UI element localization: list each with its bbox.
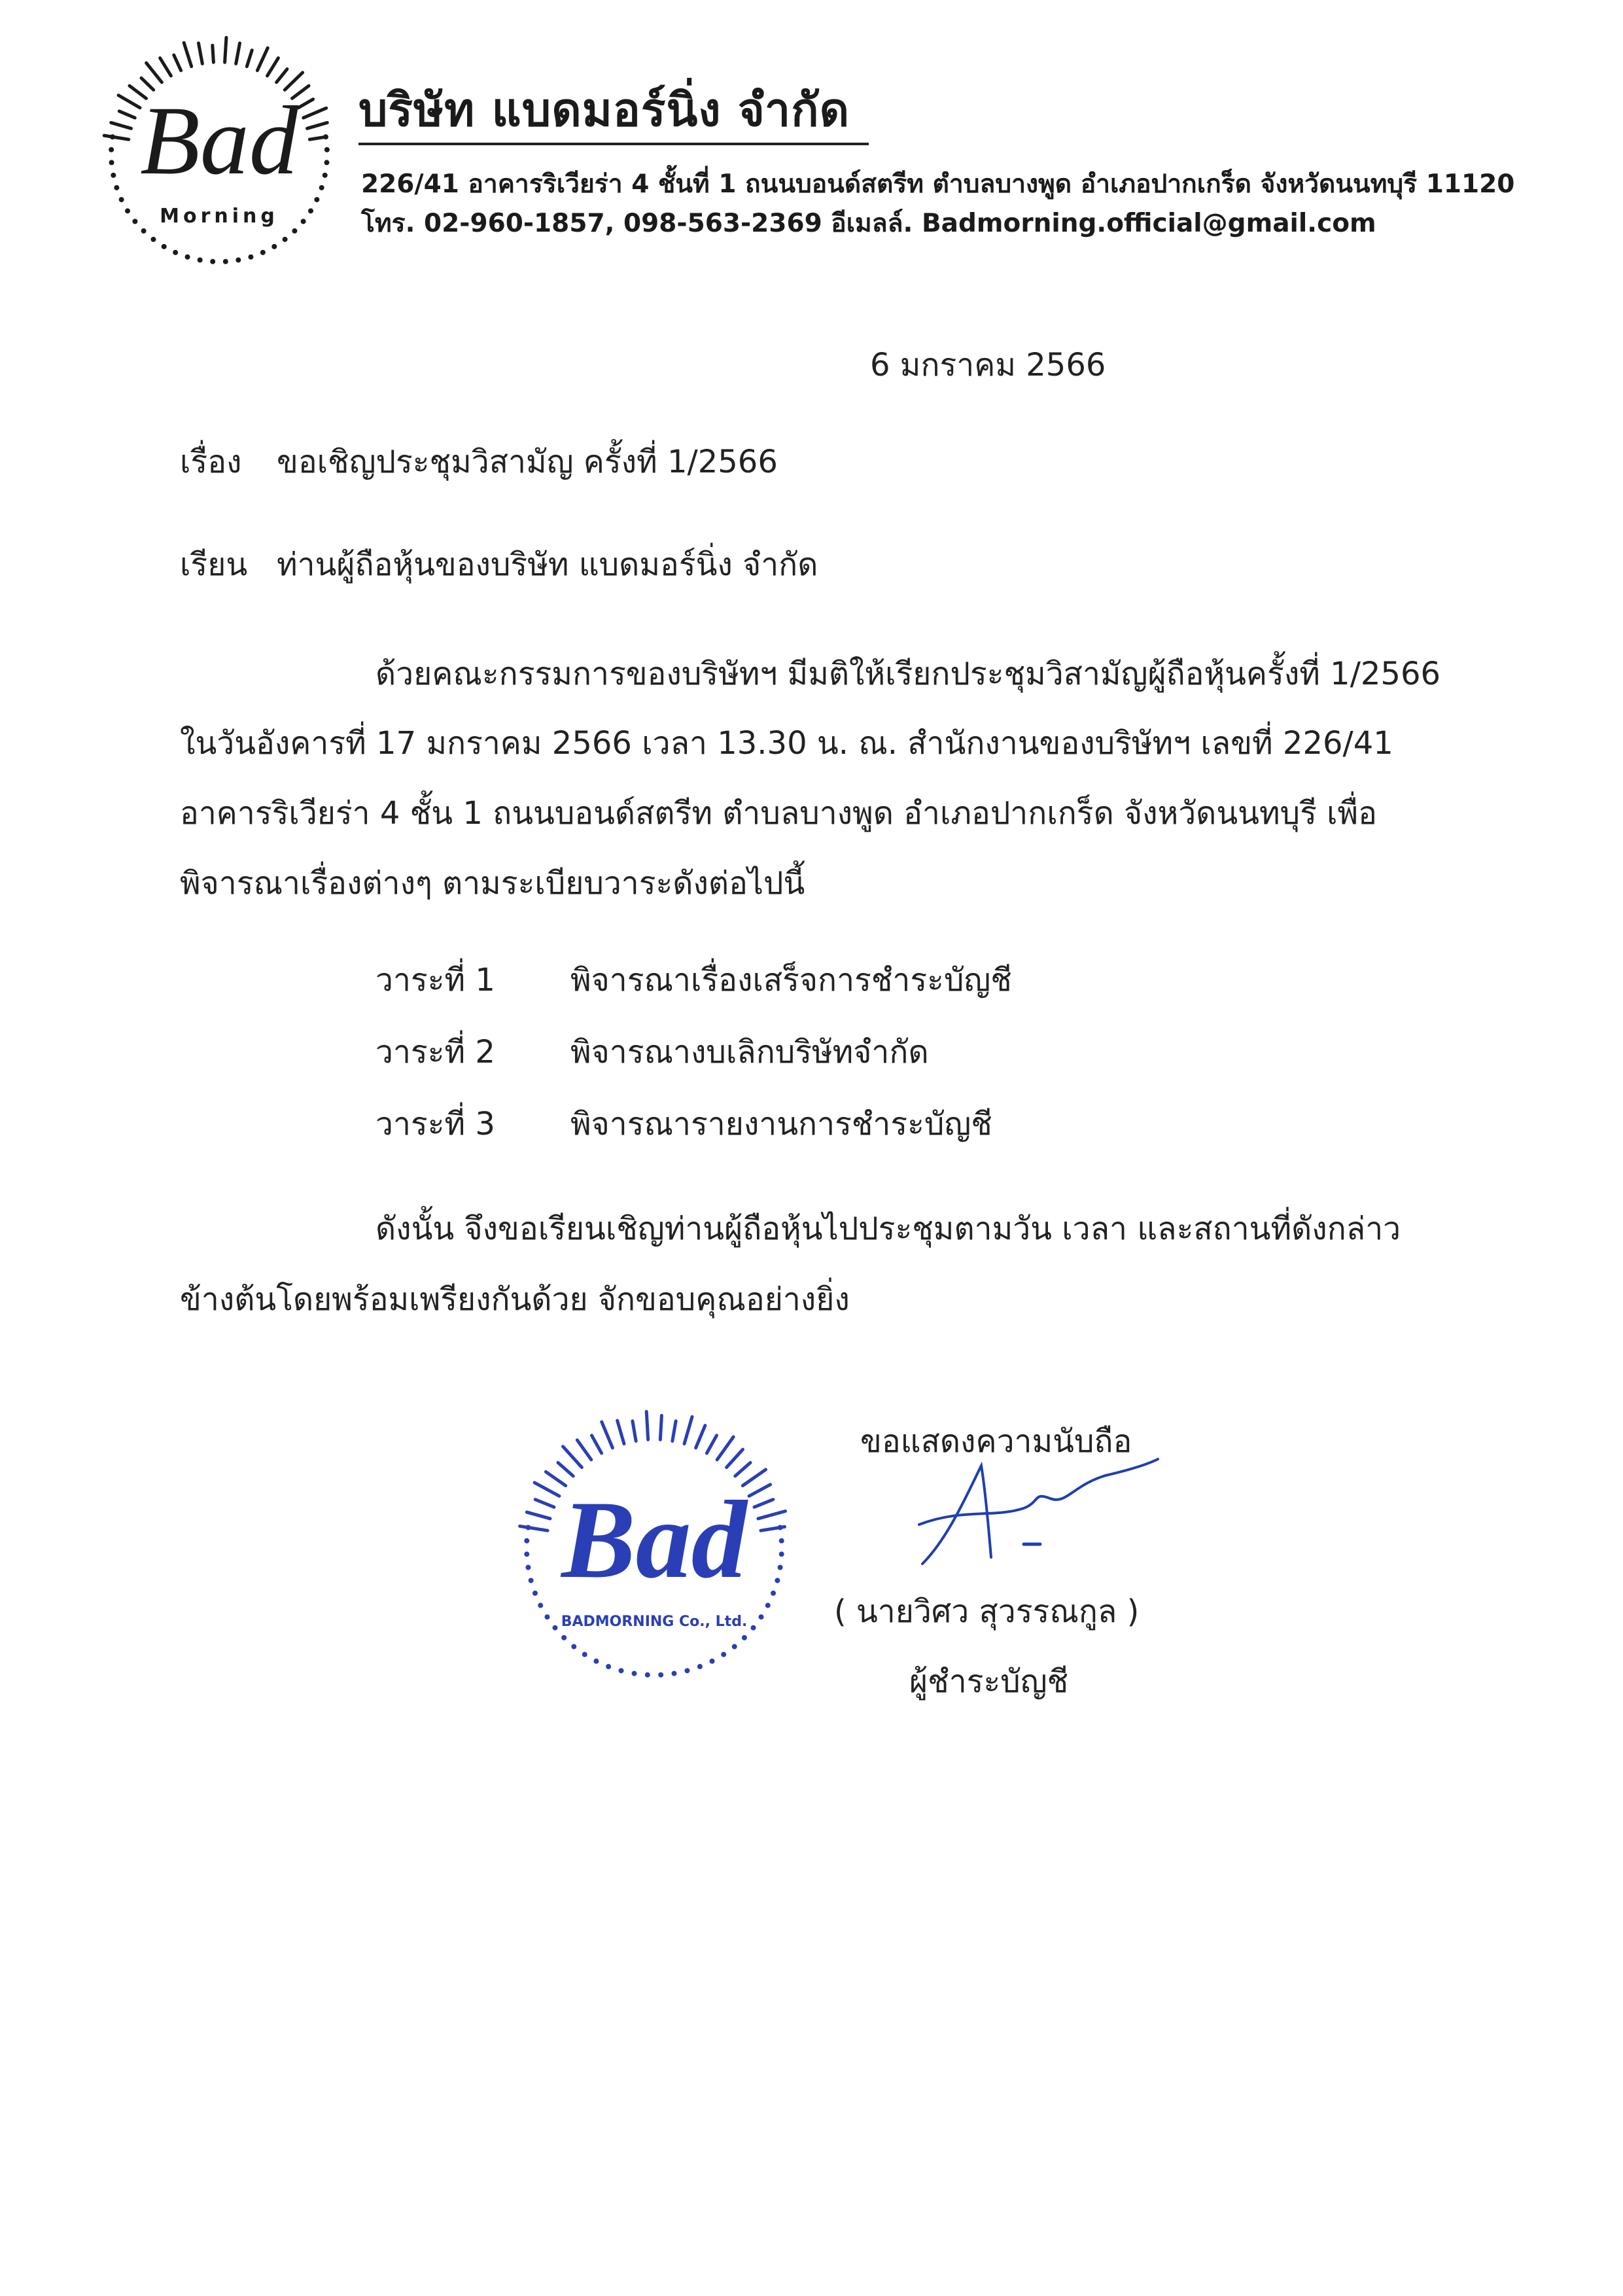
ray-mark <box>660 1415 661 1439</box>
dot-mark <box>778 1525 782 1530</box>
agenda-item-label: วาระที่ 1 <box>375 962 495 998</box>
logo-subtext: Morning <box>160 205 279 228</box>
dot-mark <box>526 1525 531 1530</box>
dot-mark <box>659 1672 663 1677</box>
ray-mark <box>633 1421 636 1441</box>
dot-mark <box>759 1615 763 1619</box>
ray-mark <box>268 58 279 76</box>
letter-date: 6 มกราคม 2566 <box>870 347 1106 383</box>
dot-mark <box>771 1591 776 1595</box>
ray-mark <box>247 50 252 67</box>
ray-mark <box>684 1417 692 1443</box>
dot-mark <box>109 160 114 165</box>
company-name: บริษัท แบดมอร์นิ่ง จำกัด <box>358 83 850 137</box>
subject-label: เรื่อง <box>180 444 242 480</box>
ray-mark <box>118 96 140 108</box>
ray-mark <box>160 58 171 76</box>
dot-mark <box>526 1565 531 1570</box>
paragraph1-line: อาคารริเวียร่า 4 ชั้น 1 ถนนบอนด์สตรีท ตำบลบางพูด อำเภอปากเกร็ด จังหวัดนนทบุรี เพื่อ <box>180 795 1377 832</box>
dot-mark <box>292 228 297 233</box>
dot-mark <box>538 1603 543 1608</box>
ray-mark <box>618 1421 624 1444</box>
dot-mark <box>582 1652 587 1657</box>
agenda-item-text: พิจารณาเรื่องเสร็จการชำระบัญชี <box>570 962 1012 998</box>
dot-mark <box>645 1672 650 1677</box>
dot-mark <box>779 1552 784 1557</box>
dot-mark <box>632 1671 637 1676</box>
ray-mark <box>602 1422 613 1448</box>
ray-mark <box>307 122 328 128</box>
dot-mark <box>594 1659 599 1663</box>
dot-mark <box>553 1625 557 1630</box>
dot-mark <box>323 135 328 139</box>
dot-mark <box>272 244 277 249</box>
ray-mark <box>717 1437 733 1460</box>
ray-mark <box>225 37 226 62</box>
dot-mark <box>223 259 228 264</box>
agenda-item-label: วาระที่ 3 <box>375 1106 495 1142</box>
ray-mark <box>535 1500 554 1508</box>
dot-mark <box>114 185 119 190</box>
dot-mark <box>545 1615 550 1619</box>
paragraph2-line: ดังนั้น จึงขอเรียนเชิญท่านผู้ถือหุ้นไปประชุมตามวัน เวลา และสถานที่ดังกล่าว <box>375 1210 1401 1247</box>
dot-mark <box>109 147 114 152</box>
recipient-label: เรียน <box>180 546 248 583</box>
dot-mark <box>525 1538 529 1543</box>
dot-mark <box>162 244 166 249</box>
dot-mark <box>710 1659 714 1663</box>
company-seal <box>514 1407 795 1688</box>
signature <box>909 1446 1171 1570</box>
dot-mark <box>173 250 178 255</box>
ray-mark <box>198 43 202 63</box>
closing-text: ขอแสดงความนับถือ <box>860 1423 1132 1460</box>
ray-mark <box>304 108 326 118</box>
seal-ring-text: BADMORNING Co., Ltd. <box>561 1614 748 1630</box>
ray-mark <box>707 1436 716 1453</box>
dot-mark <box>765 1603 770 1608</box>
ray-mark <box>520 1526 548 1530</box>
dot-mark <box>732 1644 737 1649</box>
agenda-item-text: พิจารณางบเลิกบริษัทจำกัด <box>570 1034 929 1070</box>
ray-mark <box>119 111 135 118</box>
dot-mark <box>779 1538 784 1543</box>
dot-mark <box>119 198 124 202</box>
ray-mark <box>696 1426 705 1448</box>
ray-mark <box>591 1436 601 1453</box>
ray-mark <box>577 1440 591 1460</box>
agenda-item-text: พิจารณารายงานการชำระบัญชี <box>570 1106 992 1142</box>
ray-mark <box>277 69 287 82</box>
company-contact: โทร. 02-960-1857, 098-563-2369 อีเมลล์. Badmorning.official@gmail.com <box>361 209 1376 238</box>
seal-text: Bad <box>561 1478 747 1601</box>
ray-mark <box>527 1512 550 1519</box>
ray-mark <box>563 1447 582 1468</box>
ray-mark <box>147 63 162 82</box>
dot-mark <box>529 1578 533 1583</box>
paragraph1-line: ด้วยคณะกรรมการของบริษัทฯ มีมติให้เรียกประชุมวิสามัญผู้ถือหุ้นครั้งที่ 1/2566 <box>375 656 1441 692</box>
dot-mark <box>111 173 116 177</box>
dot-mark <box>308 209 313 213</box>
dot-mark <box>742 1635 746 1640</box>
ray-mark <box>754 1500 773 1508</box>
ray-mark <box>236 43 240 63</box>
dot-mark <box>697 1665 702 1669</box>
ray-mark <box>104 135 129 139</box>
dot-mark <box>323 173 327 177</box>
logo-text: Bad <box>140 86 298 195</box>
dot-mark <box>185 255 190 259</box>
dot-mark <box>778 1565 782 1570</box>
dot-mark <box>606 1665 611 1669</box>
dot-mark <box>236 258 241 262</box>
signer-title: ผู้ชำระบัญชี <box>909 1663 1069 1700</box>
dot-mark <box>532 1591 537 1595</box>
subject-text: ขอเชิญประชุมวิสามัญ ครั้งที่ 1/2566 <box>277 444 778 480</box>
paragraph1-line: พิจารณาเรื่องต่างๆ ตามระเบียบวาระดังต่อไปนี้ <box>180 865 805 902</box>
dot-mark <box>324 160 329 165</box>
ray-mark <box>735 1462 750 1476</box>
ray-mark <box>727 1449 743 1467</box>
agenda-item-label: วาระที่ 2 <box>375 1034 495 1070</box>
dot-mark <box>126 209 130 213</box>
dot-mark <box>141 228 146 233</box>
company-logo <box>98 33 340 275</box>
signer-name: ( นายวิศว สุวรรณกูล ) <box>834 1593 1140 1630</box>
dot-mark <box>315 198 319 202</box>
dot-mark <box>133 219 137 224</box>
paragraph2-line: ข้างต้นโดยพร้อมเพรียงกันด้วย จักขอบคุณอย่างยิ่ง <box>180 1281 850 1318</box>
dot-mark <box>751 1625 756 1630</box>
dot-mark <box>672 1671 676 1676</box>
dot-mark <box>619 1669 623 1673</box>
dot-mark <box>572 1644 576 1649</box>
ray-mark <box>298 99 313 108</box>
recipient-text: ท่านผู้ถือหุ้นของบริษัท แบดมอร์นิ่ง จำกัด <box>277 546 818 583</box>
ray-mark <box>174 55 181 71</box>
ray-mark <box>646 1411 648 1439</box>
ray-mark <box>184 43 191 66</box>
dot-mark <box>324 147 329 152</box>
dot-mark <box>111 135 115 139</box>
ray-mark <box>758 1511 785 1518</box>
dot-mark <box>260 250 265 255</box>
paragraph1-line: ในวันอังคารที่ 17 มกราคม 2566 เวลา 13.30 น. ณ. สำนักงานของบริษัทฯ เลขที่ 226/41 <box>180 725 1393 762</box>
dot-mark <box>775 1578 780 1583</box>
ray-mark <box>213 45 214 62</box>
ray-mark <box>534 1483 559 1496</box>
dot-mark <box>722 1652 726 1657</box>
dot-mark <box>151 237 156 241</box>
dot-mark <box>249 255 253 259</box>
ray-mark <box>111 122 131 128</box>
dot-mark <box>562 1635 567 1640</box>
dot-mark <box>198 258 202 262</box>
header-divider <box>358 143 869 145</box>
dot-mark <box>685 1669 689 1673</box>
ray-mark <box>672 1421 676 1441</box>
ray-mark <box>558 1462 573 1476</box>
dot-mark <box>283 237 287 241</box>
dot-mark <box>301 219 305 224</box>
ray-mark <box>257 48 268 71</box>
dot-mark <box>211 259 215 264</box>
ray-mark <box>749 1485 771 1496</box>
company-address: 226/41 อาคารริเวียร่า 4 ชั้นที่ 1 ถนนบอนด์สตรีท ตำบลบางพูด อำเภอปากเกร็ด จังหวัดนนทบุรี 11120 <box>361 169 1515 199</box>
dot-mark <box>525 1552 529 1557</box>
dot-mark <box>319 185 324 190</box>
